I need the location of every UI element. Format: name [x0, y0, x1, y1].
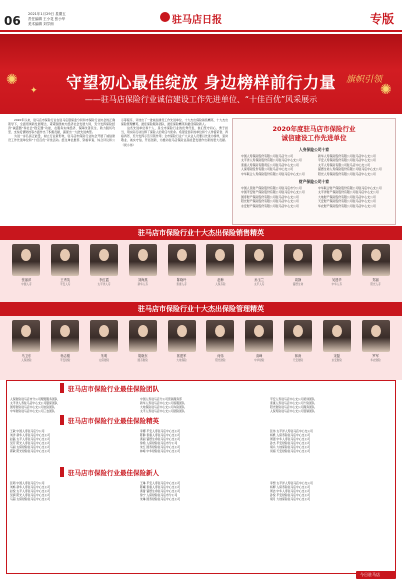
logo-text: 驻马店日报 [172, 15, 222, 26]
app-badge-button[interactable] [356, 571, 396, 579]
honor-unit: 中国人寿保险股份有限公司驻马店分公司 [241, 154, 294, 158]
portrait-photo [284, 244, 312, 276]
elite-item: 赵磊 太平人寿驻马店中心支公司 [10, 437, 51, 441]
person-card [126, 244, 159, 286]
person-card [88, 244, 121, 286]
elite-list [10, 429, 392, 453]
honor-unit: 华农财产保险股份有限公司驻马店中心支公司 [318, 203, 376, 208]
banner-title: 守望初心最佳绽放 身边榜样前行力量 [65, 73, 337, 92]
person-company: 平安财险 [60, 359, 71, 362]
team-item: 新华人寿驻马店中心支公司客服团队 [140, 401, 185, 405]
person-card [88, 320, 121, 362]
portrait-photo [51, 244, 79, 276]
person-card [204, 320, 237, 362]
newcomer-item: 黄蕾 富德生命驻马店中心支公司 [140, 489, 181, 493]
person-name: 吴建华 [332, 278, 342, 282]
elite-item: 陈静 泰康人寿驻马店中心支公司 [140, 433, 181, 437]
article-paragraph: 2020年以来，驻马店市保险行业在驻马店银保监分局和市保险行业协会的正确领导下，全面贯彻新发展理念，紧紧围绕地方经济社会发展大局，充分发挥保险经济“减震器”和社会“稳定器”功能，在服务实体经济、保障改善民生、助力脱贫攻坚、支持疫情防控等方面作出了积极贡献，涌现出一大批先进典型。 [8, 118, 115, 135]
newcomer-item: 刘畅 新华人寿驻马店中心支公司 [10, 485, 51, 489]
person-company: 太平洋人寿 [97, 283, 111, 286]
issue-designer: 美术编辑 刘学朗 [28, 22, 54, 26]
person-name: 马卫东 [21, 354, 32, 358]
intro-article [8, 118, 228, 223]
person-company: 中华人寿 [331, 283, 342, 286]
newcomer-item: 孙悦 平安财险驻马店中心支公司 [270, 493, 311, 497]
team-item: 阳光财险驻马店中心支公司服务团队 [270, 405, 315, 409]
honor-unit: 富德生命人寿保险股份有限公司驻马店中心支公司 [318, 167, 382, 172]
person-company: 新华人寿 [137, 283, 148, 286]
elite-title: 驻马店市保险行业最佳保险精英 [68, 417, 159, 425]
honor-unit: 天安财产保险股份有限公司驻马店中心支公司 [318, 199, 376, 204]
team-item: 人保财险驻马店市分公司理赔服务团队 [10, 397, 58, 401]
article-paragraph: 为进一步弘扬正能量，树立行业新形象，驻马店市保险行业协会开展了诚信建设工作先进单位和“十佳百优”评选活动。经过单位推荐、资格审查、综合评议和公示等程序，评选出了一批诚信建设工作先进单位、十大杰出保险销售精英、十大杰出保险管理精英、最佳保险服务团队、最佳保险精英和最佳保险新人。 [8, 118, 228, 143]
issue-meta [28, 12, 88, 27]
heading-bar [60, 415, 64, 425]
person-card [320, 244, 353, 286]
portrait-photo [90, 320, 118, 352]
honor-unit: 太平人寿保险有限公司驻马店中心支公司 [318, 162, 371, 167]
page-header [0, 0, 402, 34]
portrait-photo [323, 244, 351, 276]
elite-item: 郭敏 阳光财险驻马店中心支公司 [10, 449, 51, 453]
newcomer-item: 陈曦 泰康人寿驻马店中心支公司 [140, 485, 181, 489]
honor-list-life [241, 154, 389, 176]
team-item: 太平人寿驻马店中心支公司团险团队 [140, 409, 185, 413]
person-company: 天安财险 [292, 359, 304, 362]
person-card [126, 320, 159, 362]
person-company: 太平人寿 [254, 283, 265, 286]
person-company: 泰康人寿 [176, 283, 187, 286]
honor-unit: 中华联合人寿保险股份有限公司驻马店中心支公司 [241, 171, 305, 176]
sales-elite-title: 驻马店市保险行业十大杰出保险销售精英 [138, 229, 264, 237]
manager-elite-heading [0, 302, 402, 316]
person-company: 富德生命 [292, 283, 304, 286]
person-company: 国寿财险 [137, 359, 148, 362]
person-name: 杨志刚 [60, 354, 70, 358]
honor-unit: 人保寿险股份有限公司驻马店中心支公司 [241, 167, 294, 172]
newcomer-title: 驻马店市保险行业最佳保险新人 [68, 469, 159, 477]
portrait-photo [245, 320, 273, 352]
person-card [282, 320, 315, 362]
newcomer-item: 周洁 中华人寿驻马店中心支公司 [270, 489, 311, 493]
portrait-photo [129, 320, 157, 352]
person-card [359, 320, 392, 362]
heading-bar [60, 467, 64, 477]
person-company: 人保寿险 [215, 283, 226, 286]
newcomer-item: 马超 太保财险驻马店中心支公司 [10, 497, 51, 501]
person-company: 中华财险 [254, 359, 265, 362]
honor-unit: 大地财产保险股份有限公司驻马店中心支公司 [318, 194, 376, 199]
elite-item: 王敏 中国人寿驻马店分公司 [10, 429, 45, 433]
newcomer-list [10, 481, 392, 501]
elite-item: 刘洋 新华人寿驻马店中心支公司 [10, 433, 51, 437]
newcomer-item: 吴倩 阳光人寿驻马店中心支公司 [10, 493, 51, 497]
person-name: 赵梅 [217, 278, 224, 282]
banner-ribbon: 旗帜引领 [345, 75, 382, 85]
person-name: 何伟 [217, 354, 224, 358]
elite-item: 张伟 太平洋人寿驻马店中心支公司 [270, 429, 313, 433]
manager-elite-grid [10, 320, 392, 362]
person-company: 中国人寿 [21, 283, 32, 286]
person-name: 郭建军 [176, 354, 187, 358]
person-company: 阳光财险 [215, 359, 226, 362]
person-name: 胡晓东 [138, 354, 148, 358]
newcomer-item: 朱琳 国寿财险驻马店中心支公司 [140, 497, 181, 501]
team-item: 国寿财险驻马店中心支公司农险团队 [10, 405, 55, 409]
elite-item: 朱红 国寿财险驻马店中心支公司 [140, 445, 181, 449]
emblem-icon [160, 12, 170, 22]
person-name: 周静 [294, 278, 302, 282]
person-company: 大地保险 [176, 359, 187, 362]
portrait-photo [245, 244, 273, 276]
portrait-photo [12, 320, 40, 352]
elite-item: 胡兵 大地保险驻马店中心支公司 [270, 445, 311, 449]
newcomer-item: 徐宁 人保财险驻马店市分公司 [140, 493, 178, 497]
honor-unit: 太平洋人寿保险股份有限公司驻马店中心支公司 [241, 158, 302, 163]
person-card [49, 320, 82, 362]
honor-unit: 中国平安财产保险股份有限公司驻马店中心支公司 [241, 190, 305, 195]
manager-elite-title: 驻马店市保险行业十大杰出保险管理精英 [138, 305, 264, 313]
section-label: 专版 [369, 12, 394, 26]
honor-box [232, 118, 396, 225]
elite-item: 何娟 天安财险驻马店中心支公司 [270, 449, 311, 453]
honor-section-property: 财产保险公司十家 [298, 179, 330, 184]
portrait-photo [51, 320, 79, 352]
newcomer-item: 杨柳 人保寿险驻马店中心支公司 [270, 485, 311, 489]
portrait-photo [362, 320, 390, 352]
honor-unit: 阳光财产保险股份有限公司驻马店中心支公司 [241, 199, 299, 204]
person-name: 刘海燕 [138, 278, 148, 282]
honor-title [233, 125, 395, 143]
lantern-icon: ✺ [380, 82, 392, 98]
elite-item: 周强 中华人寿驻马店中心支公司 [270, 437, 311, 441]
app-badge-label: 今日驻马店 [360, 572, 380, 577]
honor-unit: 阳光人寿保险股份有限公司驻马店中心支公司 [318, 171, 376, 176]
person-card [165, 244, 198, 286]
team-list [10, 397, 392, 413]
person-card [204, 244, 237, 286]
person-card [49, 244, 82, 286]
person-name: 郑丽 [372, 278, 379, 282]
team-item: 中国人寿驻马店分公司营销服务部 [140, 397, 182, 401]
sales-elite-heading [0, 226, 402, 240]
person-name: 林涛 [294, 354, 302, 358]
person-name: 朱明 [100, 354, 108, 358]
honor-unit: 中华联合财产保险股份有限公司驻马店中心支公司 [318, 186, 382, 190]
person-name: 王秀英 [60, 278, 70, 282]
article-paragraph: 这些先进单位和个人，是全市保险行业的优秀代表，他们坚守初心、勇于担当，用实际行动诠释了保险人的责任与使命。希望受表彰的单位和个人珍惜荣誉、再接再厉，充分发挥示范引领作用；全市保险行业广大从业人员要以先进为榜样，爱岗敬业、诚实守信、开拓创新，为推动驻马店保险业高质量发展作出新的更大贡献。（侯小伟） [121, 126, 228, 147]
person-card [10, 320, 43, 362]
team-item: 中华财险驻马店中心支公司三农团队 [10, 409, 55, 413]
person-name: 宋磊 [333, 354, 340, 358]
portrait-photo [323, 320, 351, 352]
team-item: 泰康人寿驻马店中心支公司个险团队 [270, 401, 315, 405]
person-name: 罗军 [372, 354, 379, 358]
person-card [359, 244, 392, 286]
team-item: 大地保险驻马店中心支公司车险团队 [140, 405, 185, 409]
honor-title-line: 诚信建设工作先进单位 [281, 134, 347, 142]
person-card [282, 244, 315, 286]
person-card [320, 320, 353, 362]
heading-bar [60, 383, 64, 393]
newcomer-item: 张萌 中国人寿驻马店分公司 [10, 481, 45, 485]
person-company: 永安财险 [331, 359, 342, 362]
team-item: 平安人寿驻马店中心支公司培训团队 [270, 397, 315, 401]
honor-list-property [241, 186, 389, 208]
honor-unit: 太平洋财产保险股份有限公司驻马店中心支公司 [318, 190, 379, 195]
portrait-photo [12, 244, 40, 276]
person-card [243, 244, 276, 286]
honor-section-life: 人身保险公司十家 [298, 147, 330, 152]
person-company: 平安人寿 [60, 283, 71, 286]
elite-heading [60, 415, 340, 425]
newcomer-item: 赵悦 太平人寿驻马店中心支公司 [10, 489, 51, 493]
elite-item: 黄丽 富德生命驻马店中心支公司 [140, 437, 181, 441]
lantern-icon: ✺ [6, 72, 18, 88]
person-company: 太保财险 [98, 359, 110, 362]
honor-unit: 新华人寿保险股份有限公司驻马店中心支公司 [318, 154, 376, 158]
person-name: 张丽萍 [21, 278, 32, 282]
portrait-photo [90, 244, 118, 276]
portrait-photo [284, 320, 312, 352]
elite-item: 李娜 平安人寿驻马店中心支公司 [140, 429, 181, 433]
team-item: 人保寿险驻马店中心支公司营销团队 [270, 409, 315, 413]
portrait-photo [206, 320, 234, 352]
banner-subtitle: ——驻马店保险行业诚信建设工作先进单位、“十佳百优”风采展示 [84, 95, 318, 104]
newspaper-logo[interactable] [160, 11, 220, 25]
issue-editor: 责任编辑 王小花 张小华 [28, 17, 66, 21]
portrait-photo [168, 244, 196, 276]
portrait-photo [168, 320, 196, 352]
portrait-photo [129, 244, 157, 276]
honor-unit: 永安财产保险股份有限公司驻马店中心支公司 [241, 203, 299, 208]
firework-icon: ✦ [30, 86, 38, 96]
honor-unit: 中国人民财产保险股份有限公司驻马店市分公司 [241, 186, 302, 190]
elite-item: 徐艳 人保财险驻马店市分公司 [140, 441, 178, 445]
portrait-photo [206, 244, 234, 276]
sales-elite-grid [10, 244, 392, 286]
honor-unit: 泰康人寿保险有限责任公司驻马店中心支公司 [241, 162, 299, 167]
elite-item: 马丽 太保财险驻马店中心支公司 [10, 445, 51, 449]
newcomer-item: 王琳 平安人寿驻马店中心支公司 [140, 481, 181, 485]
honor-unit: 平安人寿保险股份有限公司驻马店中心支公司 [318, 158, 376, 163]
elite-item: 林峰 中华财险驻马店中心支公司 [140, 449, 181, 453]
person-name: 高峰 [256, 354, 263, 358]
person-name: 李红霞 [99, 278, 109, 282]
elite-item: 吴芳 阳光人寿驻马店中心支公司 [10, 441, 51, 445]
person-company: 阳光人寿 [370, 283, 381, 286]
newcomer-item: 李想 太平洋人寿驻马店中心支公司 [270, 481, 313, 485]
person-card [10, 244, 43, 286]
person-company: 人保财险 [21, 359, 32, 362]
team-item: 太平洋人寿驻马店中心支公司银保团队 [10, 401, 58, 405]
honor-unit: 国寿财产保险股份有限公司驻马店中心支公司 [241, 194, 299, 199]
honor-title-line: 2020年度驻马店市保险行业 [272, 125, 356, 133]
page-number: 06 [4, 14, 21, 28]
elite-item: 杨帆 人保寿险驻马店中心支公司 [270, 433, 311, 437]
team-title: 驻马店市保险行业最佳保险团队 [68, 385, 159, 393]
newcomer-heading [60, 467, 340, 477]
team-heading [60, 383, 340, 393]
person-name: 陈晓玲 [176, 278, 187, 282]
person-name: 孙玉兰 [254, 278, 264, 282]
portrait-photo [362, 244, 390, 276]
issue-date: 2021年1月29日 星期五 [28, 12, 66, 16]
header-divider [0, 30, 402, 32]
person-company: 华农财险 [370, 359, 381, 362]
elite-item: 孙杰 平安财险驻马店中心支公司 [270, 441, 311, 445]
newcomer-item: 胡月 大地保险驻马店中心支公司 [270, 497, 311, 501]
person-card [243, 320, 276, 362]
person-card [165, 320, 198, 362]
